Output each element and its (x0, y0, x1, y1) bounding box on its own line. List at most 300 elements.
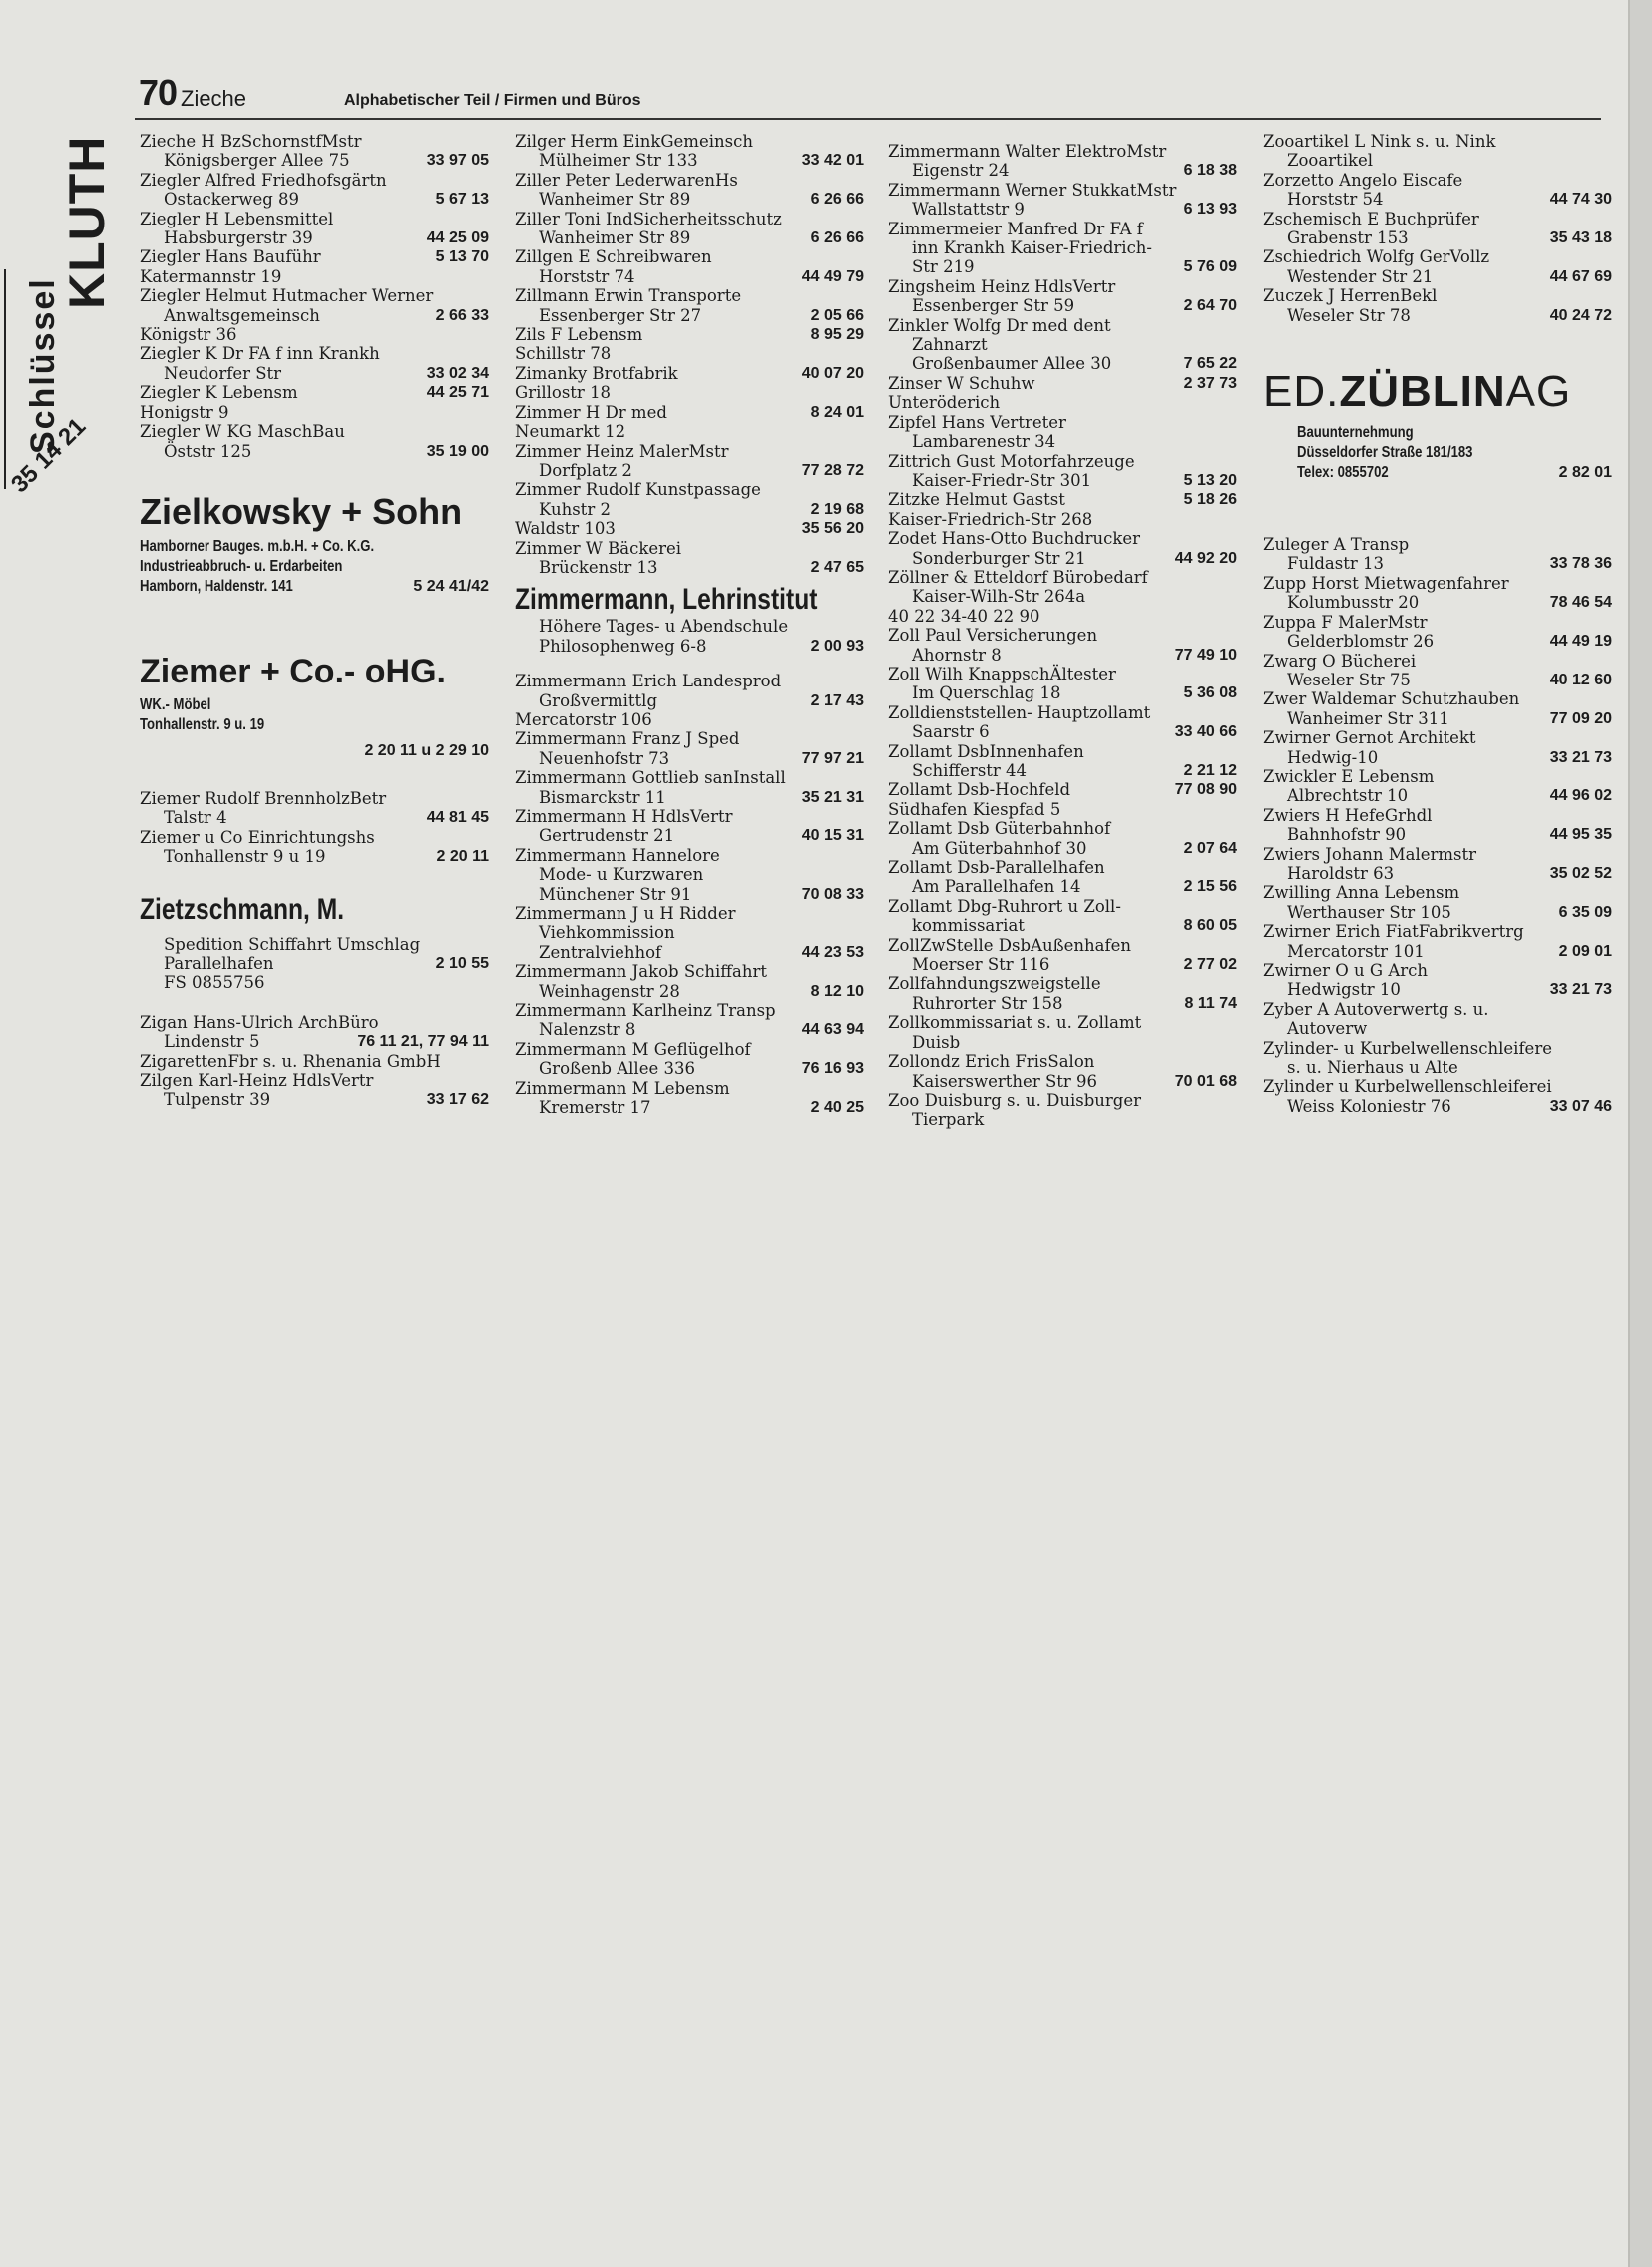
entry-name: Zimmermann Erich Landesprod (515, 672, 782, 691)
entry-phone: 6 26 66 (810, 229, 864, 247)
directory-entry (888, 703, 1237, 742)
directory-entry (1263, 845, 1612, 884)
directory-entry (140, 286, 489, 325)
entry-phone: 6 18 38 (1183, 162, 1237, 180)
ad-zielkowsky-line3: Hamborn, Haldenstr. 141 (140, 577, 293, 595)
entry-phone: 7 65 22 (1183, 355, 1237, 373)
directory-entry (888, 277, 1237, 316)
directory-entry (888, 1091, 1237, 1130)
directory-entry (515, 539, 864, 578)
directory-entry (515, 672, 864, 710)
directory-entry (140, 422, 489, 461)
entry-address: Essenberger Str 59 (912, 296, 1075, 316)
entry-name: Zimmermann Franz J Sped (515, 729, 740, 749)
directory-entry (515, 768, 864, 807)
entry-name: Zimmermann Walter ElektroMstr (888, 142, 1167, 161)
directory-entry (515, 1040, 864, 1079)
entry-address: kommissariat (912, 916, 1025, 936)
directory-entry (888, 819, 1237, 858)
entry-address: Kolumbusstr 20 (1287, 593, 1420, 613)
entry-name: 40 22 34-40 22 90 (888, 606, 1040, 626)
entry-phone: 33 42 01 (801, 152, 864, 170)
entry-name: Ziemer u Co Einrichtungshs (140, 827, 375, 847)
page-header (135, 72, 1601, 120)
entry-address: Hedwigstr 10 (1287, 980, 1401, 1000)
directory-entry (1263, 652, 1612, 690)
directory-entry (888, 626, 1237, 665)
entry-address: Königsberger Allee 75 (164, 151, 350, 171)
entry-phone: 35 43 18 (1549, 229, 1612, 247)
entry-address: Saarstr 6 (912, 722, 990, 742)
running-head-word: Zieche (181, 86, 247, 111)
entry-name: Zupp Horst Mietwagenfahrer (1263, 573, 1509, 593)
entry-name: Zschemisch E Buchprüfer (1263, 209, 1479, 228)
entry-name: Zwirner Gernot Architekt (1263, 728, 1476, 748)
directory-entry (888, 142, 1237, 181)
directory-entry (515, 325, 864, 344)
entry-address: Mode- u Kurzwaren (539, 865, 704, 885)
entry-name: Zollfahndungszweigstelle (888, 974, 1101, 994)
entry-address: Autoverw (1287, 1019, 1368, 1039)
directory-entry (888, 393, 1237, 412)
directory-entry (888, 897, 1237, 936)
directory-entry (888, 374, 1237, 393)
entry-phone: 33 40 66 (1174, 723, 1237, 741)
ad-zueblin-line2: Düsseldorfer Straße 181/183 (1297, 444, 1473, 462)
entry-address: Moerser Str 116 (912, 955, 1050, 975)
entry-phone: 2 09 01 (1558, 942, 1612, 960)
entry-phone: 40 07 20 (801, 364, 864, 382)
entry-address: Wanheimer Str 311 (1287, 708, 1449, 728)
directory-entry (888, 780, 1237, 799)
entry-address: Zooartikel (1287, 151, 1374, 171)
directory-entry (515, 210, 864, 248)
entry-phone: 35 02 52 (1549, 864, 1612, 882)
entry-address: Tonhallenstr 9 u 19 (164, 847, 326, 867)
zueblin-logo-name: ZÜBLIN (1339, 367, 1506, 417)
column-1 (140, 132, 489, 1110)
entry-phone: 33 07 46 (1549, 1097, 1612, 1115)
entry-name: ZigarettenFbr s. u. Rhenania GmbH (140, 1051, 441, 1071)
column-2-entries-b (515, 672, 864, 1117)
entry-name: Zils F Lebensm (515, 325, 643, 345)
entry-phone: 44 92 20 (1174, 549, 1237, 567)
entry-address: Neuenhofstr 73 (539, 748, 670, 768)
entry-name: Zwilling Anna Lebensm (1263, 883, 1460, 903)
entry-phone: 8 11 74 (1184, 994, 1237, 1012)
entry-phone: 33 21 73 (1549, 981, 1612, 999)
directory-entry (1263, 922, 1612, 961)
entry-address: Anwaltsgemeinsch (164, 305, 320, 325)
entry-address: Grabenstr 153 (1287, 228, 1409, 248)
ad-zietzschmann (140, 893, 489, 993)
column-2 (515, 132, 864, 1118)
ad-zielkowsky (140, 491, 489, 597)
entry-phone: 8 24 01 (810, 403, 864, 421)
entry-phone: 44 49 79 (801, 267, 864, 285)
ad-zielkowsky-title: Zielkowsky + Sohn (140, 490, 463, 532)
entry-address: Am Güterbahnhof 30 (912, 838, 1087, 858)
side-ad-phone: 35 14 21 (6, 412, 92, 499)
directory-entry (1263, 286, 1612, 325)
directory-entry (515, 286, 864, 325)
entry-phone: 76 11 21, 77 94 11 (357, 1033, 489, 1051)
entry-name: Zorzetto Angelo Eiscafe (1263, 170, 1463, 190)
entry-address: Bismarckstr 11 (539, 787, 666, 807)
entry-name: Ziemer Rudolf BrennholzBetr (140, 788, 387, 808)
entry-phone: 44 23 53 (801, 943, 864, 961)
ad-zietzschmann-title: Zietzschmann, M. (140, 892, 345, 926)
directory-entry (888, 316, 1237, 374)
ad-ziemer (140, 653, 489, 761)
entry-address: Wanheimer Str 89 (539, 190, 691, 210)
entry-phone: 33 78 36 (1549, 555, 1612, 573)
entry-phone: 33 21 73 (1549, 748, 1612, 766)
directory-entry (888, 568, 1237, 607)
entry-address: Westender Str 21 (1287, 266, 1434, 286)
entry-name: Königstr 36 (140, 325, 237, 345)
directory-entry (515, 344, 864, 363)
ad-ziemer-title: Ziemer + Co.- oHG. (140, 652, 446, 690)
entry-name: Zimmermann J u H Ridder (515, 904, 736, 924)
column-4 (1263, 132, 1612, 1116)
entry-name: Zimmermann M Geflügelhof (515, 1039, 751, 1059)
entry-address: Kaiser-Wilh-Str 264a (912, 587, 1086, 607)
directory-entry (140, 828, 489, 867)
entry-address: Talstr 4 (164, 808, 227, 828)
entry-address: Zentralviehhof (539, 942, 662, 962)
entry-name: Zimmer Heinz MalerMstr (515, 441, 729, 461)
entry-phone: 35 19 00 (426, 442, 489, 460)
side-advertisement (0, 120, 115, 499)
directory-entry (1263, 883, 1612, 922)
entry-name: Zinser W Schuhw (888, 373, 1035, 393)
entry-address: Münchener Str 91 (539, 884, 692, 904)
entry-name: Katermannstr 19 (140, 266, 282, 286)
directory-entry (888, 452, 1237, 491)
entry-name: Zollamt DsbInnenhafen (888, 741, 1084, 761)
directory-entry (515, 1001, 864, 1040)
directory-entry (515, 710, 864, 729)
entry-name: Zimmermann Hannelore (515, 845, 720, 865)
directory-entry (888, 974, 1237, 1013)
entry-name: Zoll Paul Versicherungen (888, 626, 1098, 646)
ad-ziemer-phone: 2 20 11 u 2 29 10 (364, 741, 489, 759)
entry-address: Sonderburger Str 21 (912, 548, 1086, 568)
entry-name: Ziegler Hans Bauführ (140, 247, 321, 267)
entry-address: Weinhagenstr 28 (539, 981, 680, 1001)
entry-name: Zimmer W Bäckerei (515, 538, 682, 558)
entry-name: Zimanky Brotfabrik (515, 363, 678, 383)
entry-name: Zingsheim Heinz HdlsVertr (888, 276, 1116, 296)
entry-address: Horststr 74 (539, 266, 635, 286)
directory-entry (1263, 767, 1612, 806)
column-4-entries-b (1263, 535, 1612, 1116)
entry-phone: 8 12 10 (810, 982, 864, 1000)
entry-phone: 5 13 70 (435, 248, 489, 266)
directory-entry (140, 1071, 489, 1110)
entry-name: Zuppa F MalerMstr (1263, 612, 1428, 632)
entry-address: Essenberger Str 27 (539, 305, 702, 325)
ad-zueblin-line1: Bauunternehmung (1297, 424, 1414, 442)
directory-entry (888, 510, 1237, 529)
entry-address: Hedwig-10 (1287, 747, 1379, 767)
directory-entry (888, 1052, 1237, 1091)
entry-address: Haroldstr 63 (1287, 863, 1395, 883)
ad-zielkowsky-line1: Hamborner Bauges. m.b.H. + Co. K.G. (140, 537, 375, 555)
entry-phone: 2 15 56 (1183, 878, 1237, 896)
directory-entry (1263, 613, 1612, 652)
section-title: Alphabetischer Teil / Firmen und Büros (344, 92, 641, 109)
ad-zimmermann-lehrinstitut (515, 583, 864, 656)
directory-entry (140, 171, 489, 210)
entry-address: Viehkommission (539, 923, 675, 943)
ad-zueblin-phone: 2 82 01 (1558, 464, 1612, 482)
entry-name: Zimmermann Karlheinz Transp (515, 1001, 776, 1021)
entry-phone: 2 19 68 (810, 500, 864, 518)
directory-entry (888, 220, 1237, 277)
entry-address: Tulpenstr 39 (164, 1090, 271, 1110)
entry-name: Zollamt Dsb-Parallelhafen (888, 858, 1105, 878)
entry-name: Zwirner O u G Arch (1263, 961, 1429, 980)
entry-address: Duisb (912, 1032, 961, 1052)
entry-address: s. u. Nierhaus u Alte (1287, 1058, 1458, 1078)
directory-entry (140, 267, 489, 286)
entry-phone: 77 97 21 (801, 749, 864, 767)
directory-entry (140, 210, 489, 248)
entry-name: Zschiedrich Wolfg GerVollz (1263, 247, 1490, 267)
entry-address: Ostackerweg 89 (164, 190, 300, 210)
entry-phone: 44 25 71 (426, 384, 489, 402)
entry-name: Zittrich Gust Motorfahrzeuge (888, 451, 1135, 471)
entry-name: Zimmermann Jakob Schiffahrt (515, 962, 768, 982)
entry-phone: 44 49 19 (1549, 633, 1612, 651)
ad-zietzschmann-line1: Spedition Schiffahrt Umschlag (164, 934, 421, 954)
entry-address: Neudorfer Str (164, 363, 282, 383)
entry-name: Zimmer H Dr med (515, 402, 667, 422)
entry-address: Bahnhofstr 90 (1287, 825, 1407, 845)
entry-name: Zodet Hans-Otto Buchdrucker (888, 529, 1141, 549)
directory-entry (515, 519, 864, 538)
entry-phone: 2 37 73 (1183, 374, 1237, 392)
entry-name: Ziegler W KG MaschBau (140, 422, 345, 442)
column-1-entries-b (140, 789, 489, 867)
entry-phone: 70 08 33 (801, 885, 864, 903)
directory-entry (1263, 1077, 1612, 1116)
entry-name: Ziegler H Lebensmittel (140, 209, 334, 228)
entry-address: Str 219 (912, 257, 975, 277)
ad-zimmermann-title: Zimmermann, Lehrinstitut (515, 583, 818, 617)
entry-name: Zipfel Hans Vertreter (888, 412, 1066, 432)
directory-entry (140, 247, 489, 266)
entry-phone: 44 67 69 (1549, 267, 1612, 285)
entry-address: Großvermittlg (539, 690, 658, 710)
entry-phone: 35 21 31 (801, 788, 864, 806)
entry-phone: 2 05 66 (810, 306, 864, 324)
directory-entry (1263, 210, 1612, 248)
directory-entry (140, 344, 489, 383)
entry-name: Ziller Peter LederwarenHs (515, 170, 738, 190)
entry-address: Dorfplatz 2 (539, 460, 632, 480)
ad-zimmermann-phone: 2 00 93 (810, 637, 864, 655)
directory-entry (888, 607, 1237, 626)
entry-name: Kaiser-Friedrich-Str 268 (888, 509, 1093, 529)
entry-phone: 2 40 25 (810, 1099, 864, 1117)
entry-name: Zuczek J HerrenBekl (1263, 286, 1438, 306)
page-number: 70 (139, 72, 178, 113)
entry-phone: 2 66 33 (435, 306, 489, 324)
entry-name: Zylinder u Kurbelwellenschleiferei (1263, 1077, 1552, 1097)
entry-name: Zoll Wilh KnappschÄltester (888, 664, 1116, 683)
entry-name: Zollamt Dsb Güterbahnhof (888, 819, 1111, 839)
ad-zietzschmann-line2: Parallelhafen (164, 953, 274, 973)
directory-entry (140, 132, 489, 171)
entry-address: inn Krankh Kaiser-Friedrich- (912, 238, 1153, 258)
entry-name: Zilger Herm EinkGemeinsch (515, 132, 753, 151)
entry-address: Lambarenestr 34 (912, 432, 1056, 452)
entry-name: Zillgen E Schreibwaren (515, 247, 712, 267)
directory-entry (140, 1013, 489, 1052)
directory-entry (888, 665, 1237, 703)
directory-entry (140, 325, 489, 344)
entry-phone: 40 12 60 (1549, 671, 1612, 688)
directory-entry (515, 442, 864, 481)
entry-name: Zimmermann H HdlsVertr (515, 807, 733, 826)
entry-phone: 78 46 54 (1549, 594, 1612, 612)
ad-zueblin-line3: Telex: 0855702 (1297, 464, 1389, 482)
entry-name: Zooartikel L Nink s. u. Nink (1263, 132, 1496, 151)
entry-phone: 76 16 93 (801, 1060, 864, 1078)
entry-name: Zwickler E Lebensm (1263, 766, 1435, 786)
directory-entry (1263, 171, 1612, 210)
entry-name: Zöllner & Etteldorf Bürobedarf (888, 567, 1148, 587)
directory-entry (888, 742, 1237, 781)
entry-phone: 2 77 02 (1183, 956, 1237, 974)
directory-entry (888, 490, 1237, 509)
entry-phone: 5 76 09 (1183, 258, 1237, 276)
column-1-entries-c (140, 1013, 489, 1110)
directory-entry (515, 1079, 864, 1118)
entry-phone: 44 96 02 (1549, 787, 1612, 805)
entry-phone: 8 95 29 (810, 326, 864, 344)
entry-name: Zollkommissariat s. u. Zollamt (888, 1013, 1142, 1033)
directory-entry (140, 383, 489, 402)
column-3-entries (888, 142, 1237, 1130)
entry-address: Schifferstr 44 (912, 761, 1028, 780)
directory-entry (888, 1013, 1237, 1052)
directory-entry (1263, 689, 1612, 728)
entry-name: Zwirner Erich FiatFabrikvertrg (1263, 922, 1524, 942)
entry-address: Kaiser-Friedr-Str 301 (912, 470, 1092, 490)
entry-address: Mercatorstr 101 (1287, 941, 1425, 961)
entry-phone: 44 63 94 (801, 1021, 864, 1039)
entry-address: Kaiserswerther Str 96 (912, 1071, 1098, 1091)
ad-ziemer-line2: Tonhallenstr. 9 u. 19 (140, 715, 265, 733)
entry-address: Zahnarzt (912, 335, 988, 355)
entry-name: Neumarkt 12 (515, 422, 626, 442)
entry-address: Brückenstr 13 (539, 557, 658, 577)
entry-address: Wallstattstr 9 (912, 200, 1025, 220)
column-3 (888, 142, 1237, 1130)
zueblin-logo-suffix: AG (1505, 367, 1572, 417)
entry-name: Zuleger A Transp (1263, 535, 1410, 555)
entry-name: Schillstr 78 (515, 344, 612, 364)
directory-entry (515, 383, 864, 402)
entry-address: Mülheimer Str 133 (539, 151, 698, 171)
directory-entry (1263, 1000, 1612, 1039)
entry-phone: 44 81 45 (426, 809, 489, 827)
ad-zietzschmann-line3: FS 0855756 (164, 973, 265, 993)
ad-zimmermann-line2: Philosophenweg 6-8 (539, 636, 707, 656)
directory-entry (515, 904, 864, 962)
entry-address: Wanheimer Str 89 (539, 228, 691, 248)
directory-entry (888, 529, 1237, 568)
entry-address: Gelderblomstr 26 (1287, 632, 1435, 652)
entry-name: Ziegler Helmut Hutmacher Werner (140, 286, 434, 306)
entry-phone: 77 28 72 (801, 461, 864, 479)
directory-entry (888, 936, 1237, 975)
entry-name: Zoo Duisburg s. u. Duisburger (888, 1090, 1142, 1110)
entry-name: Zimmermann Werner StukkatMstr (888, 180, 1177, 200)
entry-address: Im Querschlag 18 (912, 683, 1061, 703)
entry-phone: 44 74 30 (1549, 191, 1612, 209)
entry-phone: 40 24 72 (1549, 306, 1612, 324)
entry-address: Tierpark (912, 1110, 985, 1130)
entry-name: Ziller Toni IndSicherheitsschutz (515, 209, 782, 228)
entry-name: Zollamt Dbg-Ruhrort u Zoll- (888, 896, 1121, 916)
directory-entry (515, 364, 864, 383)
ad-zueblin (1263, 367, 1612, 483)
directory-entry (1263, 728, 1612, 767)
entry-phone: 33 02 34 (426, 364, 489, 382)
entry-address: Weseler Str 75 (1287, 670, 1411, 689)
entry-address: Horststr 54 (1287, 190, 1384, 210)
entry-address: Kuhstr 2 (539, 499, 611, 519)
entry-phone: 44 95 35 (1549, 826, 1612, 844)
entry-address: Kremerstr 17 (539, 1098, 651, 1118)
directory-entry (515, 132, 864, 171)
ad-zimmermann-line1: Höhere Tages- u Abendschule (539, 617, 789, 637)
directory-entry (1263, 1039, 1612, 1078)
directory-entry (1263, 574, 1612, 613)
zueblin-logo-prefix: ED. (1263, 367, 1340, 417)
directory-entry (515, 846, 864, 904)
entry-name: Zimmermann M Lebensm (515, 1078, 730, 1098)
entry-phone: 70 01 68 (1174, 1072, 1237, 1090)
entry-phone: 2 47 65 (810, 558, 864, 576)
entry-phone: 6 13 93 (1183, 201, 1237, 219)
entry-name: Zitzke Helmut Gastst (888, 490, 1065, 510)
entry-name: Zwiers H HefeGrhdl (1263, 805, 1433, 825)
entry-address: Ruhrorter Str 158 (912, 993, 1063, 1013)
entry-phone: 33 97 05 (426, 152, 489, 170)
entry-name: Zimmermann Gottlieb sanInstall (515, 768, 786, 788)
entry-name: Zollondz Erich FrisSalon (888, 1052, 1095, 1072)
entry-name: Zylinder- u Kurbelwellenschleifere (1263, 1038, 1552, 1058)
entry-address: Eigenstr 24 (912, 161, 1010, 181)
book-spine-edge (1628, 0, 1652, 2267)
entry-name: Zimmermeier Manfred Dr FA f (888, 219, 1143, 238)
entry-address: Am Parallelhafen 14 (912, 877, 1081, 897)
entry-phone: 6 35 09 (1558, 903, 1612, 921)
entry-name: Zimmer Rudolf Kunstpassage (515, 480, 761, 500)
directory-entry (515, 729, 864, 768)
entry-phone: 2 07 64 (1183, 839, 1237, 857)
directory-entry (140, 1052, 489, 1071)
entry-name: Zinkler Wolfg Dr med dent (888, 315, 1111, 335)
directory-entry (515, 422, 864, 441)
entry-phone: 2 17 43 (810, 691, 864, 709)
